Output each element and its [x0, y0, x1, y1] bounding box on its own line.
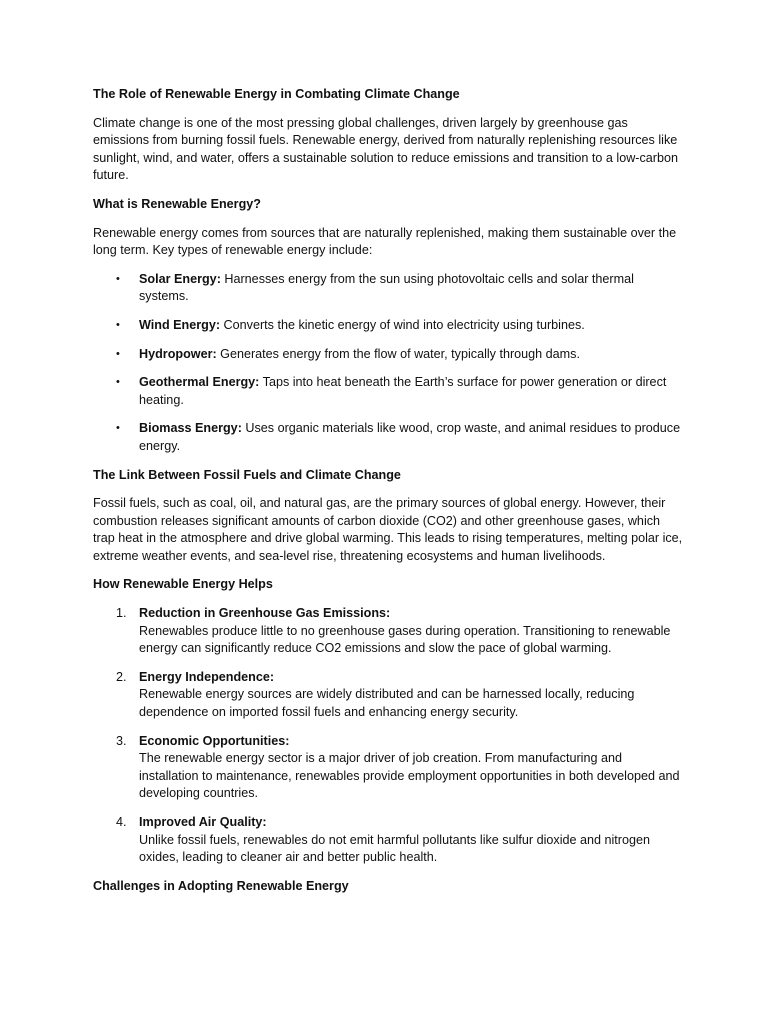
- bullet-icon: •: [116, 422, 120, 435]
- bullet-icon: •: [116, 318, 120, 331]
- list-item-desc: The renewable energy sector is a major driver of job creation. From manufacturing and installation to maintenance, renewables provide employment opportunities in both developed and developing countries.: [139, 751, 680, 801]
- list-item: [93, 669, 683, 722]
- bullet-icon: •: [116, 376, 120, 389]
- list-item-desc: Renewables produce little to no greenhouse gases during operation. Transitioning to renewable energy can significantly reduce CO2 emissions and slow the pace of global warming.: [139, 623, 671, 656]
- list-item-term: Wind Energy:: [139, 317, 221, 332]
- renewable-types-list: [93, 271, 683, 456]
- bullet-icon: •: [116, 272, 120, 285]
- list-item-term: Reduction in Greenhouse Gas Emissions:: [139, 606, 391, 621]
- list-number: 2.: [116, 669, 127, 684]
- list-item: [93, 317, 683, 335]
- list-item-desc: Harnesses energy from the sun using photovoltaic cells and solar thermal systems.: [139, 271, 634, 304]
- list-item-desc: Renewable energy sources are widely distributed and can be harnessed locally, reducing dependence on imported fossil fuels and enhancing energy security.: [139, 687, 635, 720]
- list-item-desc: Generates energy from the flow of water, typically through dams.: [216, 346, 580, 361]
- benefits-list: [93, 605, 683, 867]
- list-item: [93, 420, 683, 455]
- section-paragraph-fossil-fuels: Fossil fuels, such as coal, oil, and natural gas, are the primary sources of global energy. However, their combustion releases significant amounts of carbon dioxide (CO2) and other greenhouse gases, which trap heat in the atmosphere and drive global warming. This leads to rising temperatures, melting polar ice, extreme weather events, and sea-level rise, threatening ecosystems and human livelihoods.: [93, 496, 683, 563]
- list-item-term: Economic Opportunities:: [139, 733, 290, 748]
- list-item: [93, 374, 683, 409]
- list-item-term: Improved Air Quality:: [139, 815, 267, 829]
- section-heading-how-renewables-help: How Renewable Energy Helps: [93, 577, 273, 592]
- list-item: [93, 271, 683, 306]
- document-title: The Role of Renewable Energy in Combating Climate Change: [93, 87, 460, 101]
- intro-paragraph: Climate change is one of the most pressing global challenges, driven largely by greenhouse gas emissions from burning fossil fuels. Renewable energy, derived from naturally replenishing resources like sunlight, wind, and water, offers a sustainable solution to reduce emissions and transition to a low-carbon future.: [93, 115, 679, 183]
- section-heading-what-is-renewable: What is Renewable Energy?: [93, 196, 261, 211]
- list-item-desc: Taps into heat beneath the Earth’s surface for power generation or direct heating.: [139, 375, 667, 407]
- list-item-term: Biomass Energy:: [139, 421, 242, 436]
- section-heading-fossil-fuels: The Link Between Fossil Fuels and Climate Change: [93, 467, 401, 482]
- list-item-desc: Unlike fossil fuels, renewables do not emit harmful pollutants like sulfur dioxide and nitrogen oxides, leading to cleaner air and better public health.: [139, 832, 651, 865]
- list-number: 3.: [116, 733, 127, 748]
- list-item-desc: Uses organic materials like wood, crop waste, and animal residues to produce energy.: [139, 421, 681, 453]
- section-paragraph-renewable-types: Renewable energy comes from sources that are naturally replenished, making them sustainable over the long term. Key types of renewable energy include:: [93, 225, 677, 258]
- bullet-icon: •: [116, 347, 120, 360]
- section-heading-challenges: Challenges in Adopting Renewable Energy: [93, 878, 349, 893]
- list-item: [93, 733, 683, 803]
- list-item-term: Hydropower:: [139, 346, 217, 361]
- list-item: [93, 346, 683, 364]
- list-number: 1.: [116, 606, 127, 621]
- document-page: [93, 86, 683, 906]
- list-item: [93, 814, 683, 867]
- list-item-term: Geothermal Energy:: [139, 375, 260, 390]
- list-item-desc: Converts the kinetic energy of wind into electricity using turbines.: [220, 317, 585, 332]
- list-number: 4.: [116, 815, 127, 829]
- list-item-term: Energy Independence:: [139, 669, 275, 684]
- list-item-term: Solar Energy:: [139, 271, 221, 286]
- list-item: [93, 605, 683, 658]
